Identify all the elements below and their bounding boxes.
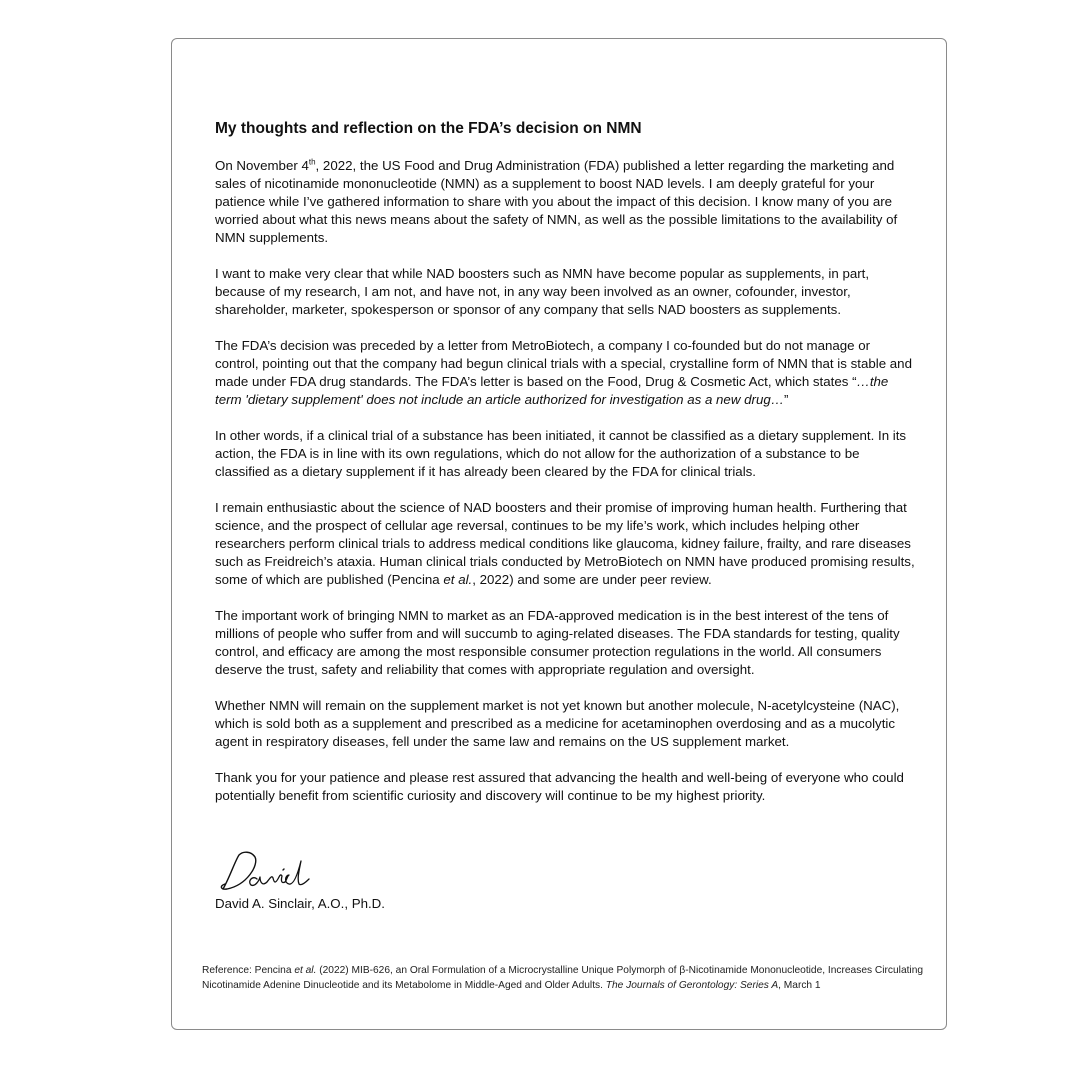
paragraph-8: Thank you for your patience and please rest assured that advancing the health and well-being of everyone who could potentially benefit from scientific curiosity and discovery will continue to be my highest priority. <box>215 770 904 803</box>
quoted-law-text: …the term 'dietary supplement' does not include an article authorized for investigation as a new drug… <box>215 374 889 407</box>
reference-footnote <box>202 963 932 993</box>
paragraph-3-end: ” <box>784 392 789 407</box>
paragraph-4: In other words, if a clinical trial of a substance has been initiated, it cannot be classified as a dietary supplement. In its action, the FDA is in line with its own regulations, which do not allow for the authorization of a substance to be classified as a dietary supplement if it has already been cleared by the FDA for clinical trials. <box>215 428 907 479</box>
paragraph-5-end: , 2022) and some are under peer review. <box>472 572 712 587</box>
paragraph-3 <box>215 337 915 409</box>
handwritten-signature <box>217 849 337 895</box>
letter-page <box>171 38 947 1030</box>
letter-title: My thoughts and reflection on the FDA’s decision on NMN <box>215 120 642 137</box>
ordinal-suffix: th <box>308 157 316 167</box>
reference-date: , March 1 <box>778 980 821 991</box>
letter-body <box>215 119 915 823</box>
paragraph-2: I want to make very clear that while NAD boosters such as NMN have become popular as supplements, in part, because of my research, I am not, and have not, in any way been involved as an owner, cofounder, investor, shareholder, marketer, spokesperson or sponsor of any company that sells NAD boosters as supplements. <box>215 266 870 317</box>
reference-start: Reference: Pencina <box>202 965 295 976</box>
paragraph-6: The important work of bringing NMN to market as an FDA-approved medication is in the best interest of the tens of millions of people who suffer from and will succumb to aging-related diseases. The FDA standards for testing, quality control, and efficacy are among the most responsible consumer protection regulations in the world. All consumers deserve the trust, safety and reliability that comes with appropriate regulation and oversight. <box>215 608 900 677</box>
et-al: et al. <box>443 572 473 587</box>
paragraph-1-start: On November 4 <box>215 158 309 173</box>
paragraph-7: Whether NMN will remain on the supplement market is not yet known but another molecule, N-acetylcysteine (NAC), which is sold both as a supplement and prescribed as a medicine for acetaminophen overdosing and as a mucolytic agent in respiratory diseases, fell under the same law and remains on the US supplement market. <box>215 698 900 749</box>
reference-body: (2022) MIB-626, an Oral Formulation of a Microcrystalline Unique Polymorph of β-Nicotinamide Mononucleotide, Increases Circulating Nicotinamide Adenine Dinucleotide and its Metabolome in Middle-Aged and Older Adults. <box>202 965 924 991</box>
reference-et-al: et al. <box>294 965 317 976</box>
paragraph-1 <box>215 157 915 247</box>
reference-journal: The Journals of Gerontology: Series A <box>605 980 779 991</box>
paragraph-5 <box>215 499 915 589</box>
paragraph-5-start: I remain enthusiastic about the science of NAD boosters and their promise of improving human health. Furthering that science, and the prospect of cellular age reversal, continues to be my life’s work, which includes helping other researchers perform clinical trials to address medical conditions like glaucoma, kidney failure, frailty, and rare diseases such as Freidreich’s ataxia. Human clinical trials conducted by MetroBiotech on NMN have produced promising results, some of which are published (Pencina <box>215 500 915 587</box>
signer-name: David A. Sinclair, A.O., Ph.D. <box>215 896 385 911</box>
paragraph-3-start: The FDA’s decision was preceded by a letter from MetroBiotech, a company I co-founded but do not manage or control, pointing out that the company had begun clinical trials with a special, crystalline form of NMN that is stable and made under FDA drug standards. The FDA’s letter is based on the Food, Drug & Cosmetic Act, which states “ <box>215 338 912 389</box>
paragraph-1-rest: , 2022, the US Food and Drug Administration (FDA) published a letter regarding the marketing and sales of nicotinamide mononucleotide (NMN) as a supplement to boost NAD levels. I am deeply grateful for your patience while I’ve gathered information to share with you about the impact of this decision. I know many of you are worried about what this news means about the safety of NMN, as well as the possible limitations to the availability of NMN supplements. <box>215 158 898 245</box>
